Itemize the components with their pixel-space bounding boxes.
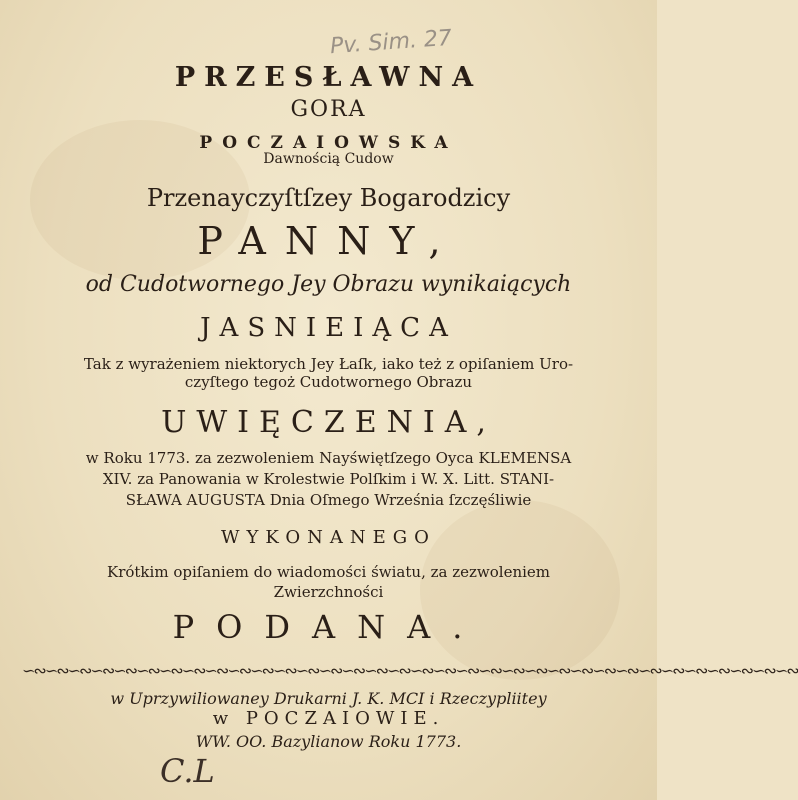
body-line-16: Krótkim opiſaniem do wiadomości światu, za zezwoleniem [107, 563, 550, 581]
body-line-13: XIV. za Panowania w Krolestwie Polſkim i W. X. Litt. STANI- [102, 470, 555, 488]
manuscript-note: C.L [160, 752, 215, 790]
body-line-15: WYKONANEGO [221, 527, 436, 548]
title-line-6: PANNY, [197, 219, 460, 263]
imprint-line-20: w POCZAIOWIE. [212, 708, 445, 729]
body-line-11: UWIĘCZENIA, [161, 405, 496, 440]
pencil-shelfmark: Pv. Sim. 27 [329, 25, 453, 60]
body-line-14: SŁAWA AUGUSTA Dnia Oſmego Września ſzczęśliwie [125, 491, 532, 509]
imprint-line-19: w Uprzywiliowaney Drukarni J. K. MCI i Rzeczypliitey [110, 689, 547, 708]
body-line-12: w Roku 1773. za zezwoleniem Nayświętſzego Oyca KLEMENSA [85, 449, 572, 467]
title-line-7: od Cudotwornego Jey Obrazu wynikaiących [85, 272, 572, 297]
imprint-line-21: WW. OO. Bazylianow Roku 1773. [195, 732, 462, 751]
ornamental-rule: ∽∾∽∾∽∾∽∾∽∾∽∾∽∾∽∾∽∾∽∾∽∾∽∾∽∾∽∾∽∾∽∾∽∾∽∾∽∾∽∾∽∾∽∾∽∾∽∾∽∾∽∾∽∾∽∾∽∾∽∾∽∾∽∾∽∾∽∾ [22, 661, 798, 680]
title-line-3: POCZAIOWSKA [199, 133, 458, 153]
title-line-5: Przenayczyſtſzey Bogarodzicy [146, 184, 511, 212]
title-line-1: PRZESŁAWNA [174, 62, 483, 93]
body-line-18: PODANA. [172, 608, 485, 646]
title-line-2: GORA [290, 97, 367, 122]
title-line-8: JASNIEIĄCA [200, 313, 457, 343]
body-line-17: Zwierzchności [273, 583, 384, 601]
body-line-9: Tak z wyrażeniem niektorych Jey Łaſk, iako też z opiſaniem Uro- [83, 355, 574, 373]
body-line-10: czyſtego tegoż Cudotwornego Obrazu [184, 373, 473, 391]
title-line-4: Dawnością Cudow [263, 151, 394, 167]
